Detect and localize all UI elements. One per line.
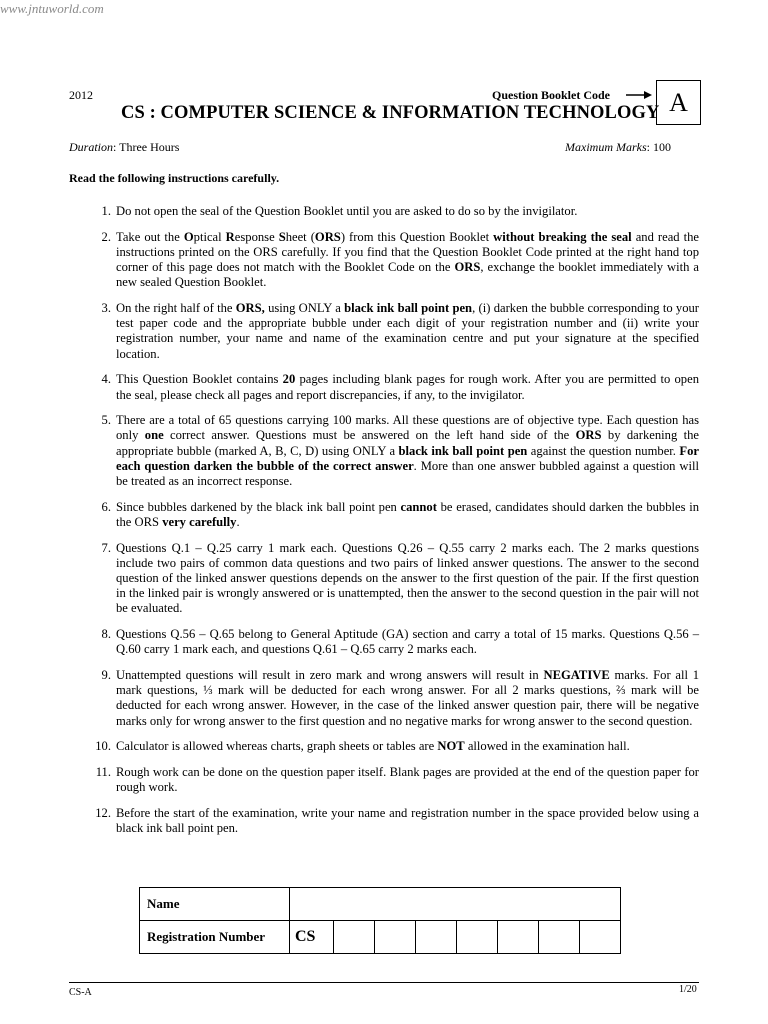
registration-digit-box[interactable] [498, 921, 539, 954]
instruction-number: 9. [101, 668, 111, 683]
instruction-item [69, 739, 699, 754]
instruction-text: Before the start of the examination, write your name and registration number in the space provided below using a black ink ball point pen. [116, 806, 699, 836]
instruction-text: black ink ball point pen [398, 443, 528, 458]
booklet-code-box: A [656, 80, 701, 125]
watermark: www.jntuworld.com [0, 1, 104, 16]
instruction-text: ) from this Question Booklet [340, 229, 494, 244]
instruction-item [69, 806, 699, 836]
instruction-number: 8. [101, 627, 111, 642]
paper-title: CS : COMPUTER SCIENCE & INFORMATION TECHNOLOGY [121, 103, 660, 123]
instruction-text: . [236, 514, 240, 529]
name-label: Name [140, 888, 290, 921]
instruction-item [69, 413, 699, 489]
instruction-text: , (i) darken the bubble corresponding to your test paper code and the appropriate bubble under each digit of your registration number and (ii) write your registration number, your name and name of the examination centre and put your signature at the specified location. [116, 301, 699, 361]
instruction-text: be erased, candidates should darken the bubbles in the ORS [116, 499, 700, 529]
instruction-item [69, 500, 699, 530]
instructions-heading: Read the following instructions carefully. [69, 171, 280, 185]
instruction-text: black ink ball point pen [344, 301, 473, 316]
instruction-text: For each question darken the bubble of the correct answer [116, 443, 700, 473]
instruction-text: 20 [282, 372, 296, 387]
instruction-number: 3. [101, 301, 111, 316]
instruction-text: using ONLY a [264, 301, 345, 316]
max-marks-label: Maximum Marks [565, 140, 647, 154]
instruction-text: and read the instructions printed on the ORS carefully. If you find that the Question Booklet Code printed at the right hand top corner of this page does not match with the Booklet Code on the [116, 229, 699, 275]
booklet-code-label: Question Booklet Code [492, 88, 611, 102]
instruction-text: ORS [575, 428, 602, 443]
instruction-text: cannot [400, 499, 437, 514]
footer-divider [69, 982, 699, 983]
instruction-text: correct answer. Questions must be answered on the left hand side of the [163, 428, 576, 443]
instruction-text: Unattempted questions will result in zero mark and wrong answers will result in [116, 668, 544, 683]
registration-digit-box[interactable] [539, 921, 580, 954]
instruction-text: This Question Booklet contains [116, 372, 283, 387]
instruction-text: marks. For all 1 mark questions, ⅓ mark will be deducted for each wrong answer. For all 2 marks questions, ⅔ mark will be deducted for each wrong answer. However, in the case of the linked answer question pair, there will be negative marks only for wrong answer to the first question and no negative marks for wrong answer to the second question. [116, 668, 700, 728]
instruction-text: ORS [314, 229, 341, 244]
instruction-text: NOT [437, 739, 465, 754]
registration-digit-box[interactable] [457, 921, 498, 954]
instruction-item [69, 668, 699, 729]
instruction-item [69, 372, 699, 402]
instruction-text: against the question number. [527, 443, 680, 458]
instruction-number: 12. [95, 806, 111, 820]
instruction-number: 7. [101, 540, 111, 555]
instruction-text: NEGATIVE [543, 668, 610, 683]
instruction-text: esponse [234, 229, 279, 244]
footer-paper-code: CS-A [69, 987, 92, 998]
instruction-item [69, 230, 699, 291]
duration-value: : Three Hours [113, 140, 180, 154]
instruction-item [69, 765, 699, 795]
instruction-text: by darkening the appropriate bubble (marked A, B, C, D) using ONLY a [116, 428, 699, 458]
instruction-text: O [183, 229, 194, 244]
registration-digit-box[interactable] [334, 921, 375, 954]
instruction-text: pages including blank pages for rough work. After you are permitted to open the seal, please check all pages and report discrepancies, if any, to the invigilator. [116, 372, 699, 402]
instruction-item [69, 204, 699, 219]
instruction-number: 4. [101, 372, 111, 387]
page-number: 1/20 [679, 984, 697, 995]
instruction-text: On the right half of the [116, 301, 236, 316]
instruction-text: There are a total of 65 questions carrying 100 marks. All these questions are of objective type. Each question has only [116, 413, 699, 443]
instruction-number: 5. [101, 413, 111, 428]
name-field[interactable] [290, 888, 621, 921]
registration-row [140, 921, 621, 954]
instructions-list [69, 204, 699, 847]
instruction-text: one [144, 428, 164, 443]
instruction-text: ORS, [235, 301, 265, 316]
instruction-text: very carefully [162, 514, 237, 529]
instruction-text: ORS [454, 260, 481, 275]
instruction-text: Since bubbles darkened by the black ink ball point pen [116, 499, 401, 514]
registration-digit-box[interactable] [375, 921, 416, 954]
duration [69, 140, 179, 155]
instruction-text: Take out the [116, 229, 184, 244]
instruction-text: Rough work can be done on the question paper itself. Blank pages are provided at the end of the question paper for rough work. [116, 765, 699, 795]
instruction-text: S [278, 229, 286, 244]
exam-year: 2012 [69, 88, 93, 102]
registration-digit-box[interactable] [416, 921, 457, 954]
instruction-text: without breaking the seal [493, 229, 632, 244]
instruction-item [69, 301, 699, 362]
instruction-text: ptical [193, 229, 226, 244]
instruction-number: 11. [95, 765, 111, 780]
instruction-number: 6. [101, 499, 111, 514]
instruction-number: 10. [95, 739, 111, 754]
candidate-details-table [139, 887, 621, 954]
instruction-number: 1. [101, 204, 111, 218]
duration-label: Duration [69, 140, 114, 154]
right-arrow-icon [626, 90, 652, 100]
instruction-item [69, 627, 699, 657]
maximum-marks [565, 140, 671, 155]
instruction-text: heet ( [285, 229, 315, 244]
instruction-text: Do not open the seal of the Question Booklet until you are asked to do so by the invigilator. [116, 204, 578, 218]
registration-prefix: CS [290, 921, 334, 954]
instruction-text: , exchange the booklet immediately with a new sealed Question Booklet. [116, 260, 699, 290]
instruction-item [69, 541, 699, 617]
instruction-text: allowed in the examination hall. [464, 739, 630, 754]
instruction-text: . More than one answer bubbled against a question will be treated as an incorrect response. [116, 458, 699, 489]
instruction-number: 2. [101, 229, 111, 244]
max-marks-value: : 100 [646, 140, 671, 154]
registration-label: Registration Number [140, 921, 290, 954]
instruction-text: R [225, 229, 235, 244]
instruction-text: Questions Q.56 – Q.65 belong to General Aptitude (GA) section and carry a total of 15 marks. Questions Q.56 – Q.60 carry 1 mark each, and questions Q.61 – Q.65 carry 2 marks each. [116, 627, 699, 657]
registration-digit-box[interactable] [580, 921, 621, 954]
name-row [140, 888, 621, 921]
instruction-text: Questions Q.1 – Q.25 carry 1 mark each. Questions Q.26 – Q.55 carry 2 marks each. The 2 marks questions include two pairs of common data questions and two pairs of linked answer questions. The answer to the second question of the linked answer questions depends on the answer to the first question of the pair. If the first question in the linked pair is wrongly answered or is unattempted, then the answer to the second question in the pair will not be evaluated. [116, 540, 699, 616]
instruction-text: Calculator is allowed whereas charts, graph sheets or tables are [116, 739, 438, 754]
